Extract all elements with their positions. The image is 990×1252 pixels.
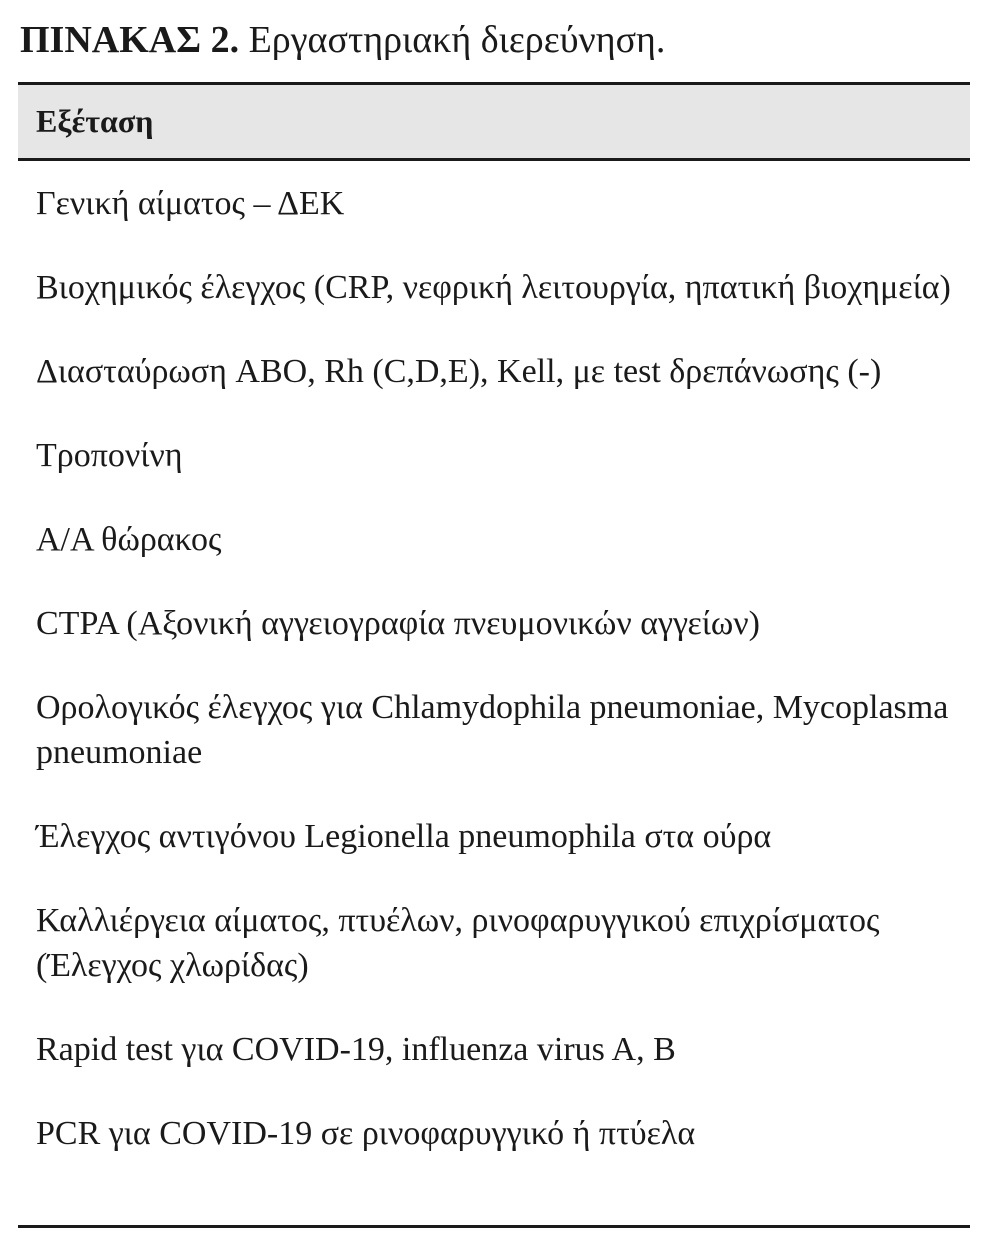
table-row: Βιοχημικός έλεγχος (CRP, νεφρική λειτουργία, ηπατική βιοχημεία) [36,269,951,306]
table-row: Ορολογικός έλεγχος για Chlamydophila pneumoniae, Mycoplasma pneumoniae [36,689,949,771]
table-row: Γενική αίματος – ΔΕΚ [36,185,345,222]
table-header-row [18,85,970,161]
table-caption-text: Εργαστηριακή διερεύνηση. [248,19,666,61]
table-caption-label: ΠΙΝΑΚΑΣ 2. [20,19,240,61]
table-row: Α/Α θώρακος [36,521,222,558]
table-row: PCR για COVID-19 σε ρινοφαρυγγικό ή πτύελα [36,1115,696,1152]
table-bottom-rule [18,1225,970,1228]
table-row: Έλεγχος αντιγόνου Legionella pneumophila στα ούρα [36,818,772,855]
table-row: CTPA (Αξονική αγγειογραφία πνευμονικών αγγείων) [36,605,760,642]
table-row: Καλλιέργεια αίματος, πτυέλων, ρινοφαρυγγικού επιχρίσματος (Έλεγχος χλωρίδας) [36,902,880,984]
table-row: Διασταύρωση ABO, Rh (C,D,E), Kell, με test δρεπάνωσης (-) [36,353,882,390]
column-header-exam: Εξέταση [36,103,154,139]
table-body [18,161,970,1156]
table-row: Rapid test για COVID-19, influenza virus A, B [36,1031,676,1068]
lab-tests-table [18,82,970,1156]
table-row: Τροπονίνη [36,437,183,474]
table-caption [20,14,665,66]
